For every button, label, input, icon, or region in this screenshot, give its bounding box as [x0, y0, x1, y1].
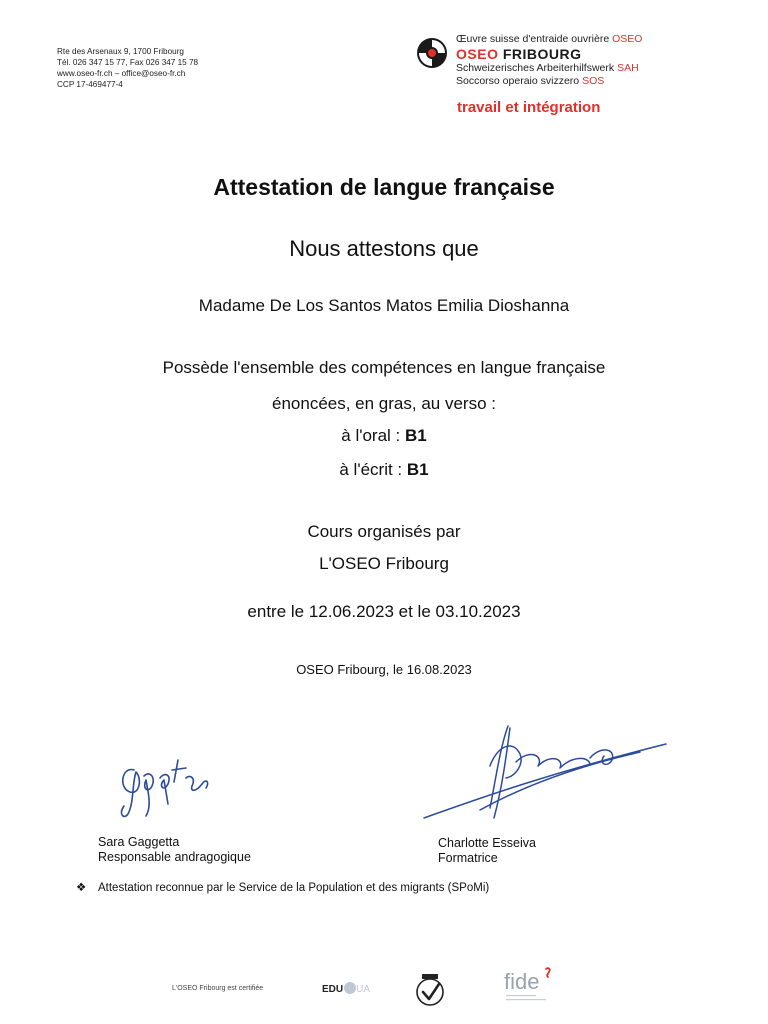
course-dates: entre le 12.06.2023 et le 03.10.2023	[247, 602, 521, 621]
document-title: Attestation de langue française	[213, 174, 555, 200]
oseo-logo-icon	[416, 37, 448, 69]
written-level: B1	[406, 460, 429, 479]
org-line-3: Schweizerisches Arbeiterhilfswerk SAH	[456, 62, 639, 74]
eduqua-logo: EDU UA	[322, 984, 371, 995]
signer-name: Sara Gaggetta	[98, 835, 180, 849]
certification-text: L'OSEO Fribourg est certifiée	[172, 985, 264, 992]
organisation-block	[456, 33, 642, 88]
attest-statement: Nous attestons que	[289, 236, 479, 261]
fide-logo	[504, 965, 574, 1007]
written-label: à l'écrit :	[339, 460, 407, 479]
place-date: OSEO Fribourg, le 16.08.2023	[296, 662, 472, 677]
org-line-4: Soccorso operaio svizzero SOS	[456, 75, 605, 87]
sender-address	[57, 46, 198, 90]
certification-check-icon	[412, 972, 448, 1008]
recognition-note	[76, 880, 489, 894]
org-name: OSEO FRIBOURG	[456, 46, 582, 62]
address-line: Tél. 026 347 15 77, Fax 026 347 15 78	[57, 58, 199, 67]
competence-line: Possède l'ensemble des compétences en langue française	[162, 358, 606, 377]
signer-role: Responsable andragogique	[98, 850, 251, 864]
recipient-name: Madame De Los Santos Matos Emilia Dioshanna	[198, 296, 570, 315]
course-line: Cours organisés par	[307, 522, 461, 541]
written-level-line	[0, 460, 768, 480]
org-line-1: Œuvre suisse d'entraide ouvrière OSEO	[456, 33, 643, 45]
signer-block-2	[438, 836, 536, 866]
signer-block-1	[98, 835, 251, 865]
diamond-bullet-icon: ❖	[76, 882, 87, 894]
oral-level-line	[0, 426, 768, 446]
fide-wordmark: fide	[504, 969, 540, 994]
org-tagline: travail et intégration	[457, 99, 601, 116]
eduqua-q-icon	[344, 982, 356, 994]
address-line: www.oseo-fr.ch – office@oseo-fr.ch	[57, 69, 186, 78]
address-line: CCP 17-469477-4	[57, 80, 123, 89]
signer-name: Charlotte Esseiva	[438, 836, 536, 850]
signature-sara-gaggetta	[112, 748, 217, 823]
recognition-text: Attestation reconnue par le Service de la Population et des migrants (SPoMi)	[98, 882, 490, 894]
signature-charlotte-esseiva	[420, 718, 670, 828]
oral-label: à l'oral :	[341, 426, 405, 445]
oral-level: B1	[404, 426, 427, 445]
address-line: Rte des Arsenaux 9, 1700 Fribourg	[57, 47, 184, 56]
signer-role: Formatrice	[438, 851, 498, 865]
competence-line-2: énoncées, en gras, au verso :	[272, 394, 496, 413]
course-organizer: L'OSEO Fribourg	[319, 554, 449, 573]
